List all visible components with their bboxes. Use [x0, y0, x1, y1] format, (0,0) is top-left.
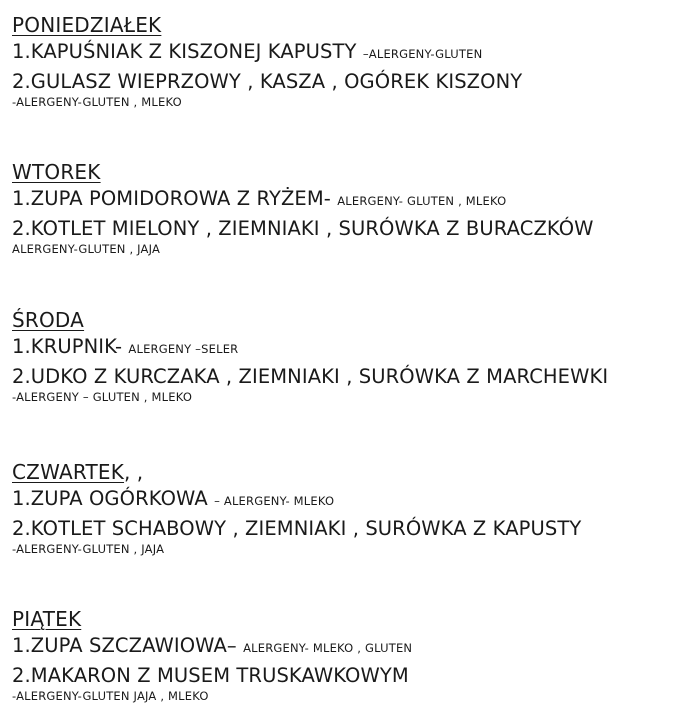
- dish-1: [12, 335, 668, 361]
- dish-2: [12, 664, 668, 687]
- dish-2: [12, 365, 668, 388]
- day-thursday: [12, 461, 668, 557]
- dish-1-name: 1.KAPUŚNIAK Z KISZONEJ KAPUSTY: [12, 40, 363, 63]
- dish-2: [12, 70, 668, 93]
- dish-2-name: 2.KOTLET SCHABOWY , ZIEMNIAKI , SURÓWKA Z KAPUSTY: [12, 517, 582, 540]
- day-header: [12, 161, 668, 183]
- dish-2-allergens: -ALERGENY – GLUTEN , MLEKO: [12, 390, 193, 404]
- day-header: [12, 608, 668, 630]
- day-title: CZWARTEK: [12, 460, 125, 484]
- dish-1-name: 1.ZUPA OGÓRKOWA: [12, 487, 215, 510]
- day-title: WTOREK: [12, 160, 101, 184]
- dish-2-name: 2.UDKO Z KURCZAKA , ZIEMNIAKI , SURÓWKA Z MARCHEWKI: [12, 365, 609, 388]
- dish-1-allergens: – ALERGENY- MLEKO: [214, 494, 335, 508]
- dish-1: [12, 40, 668, 66]
- day-wednesday: [12, 309, 668, 405]
- dish-1-name: 1.ZUPA SZCZAWIOWA–: [12, 634, 244, 657]
- dish-1-name: 1.KRUPNIK-: [12, 335, 129, 358]
- dish-2-allergens: -ALERGENY-GLUTEN , MLEKO: [12, 95, 182, 109]
- dish-1: [12, 187, 668, 213]
- day-header: [12, 14, 668, 36]
- dish-1-allergens: ALERGENY- MLEKO , GLUTEN: [243, 641, 413, 655]
- dish-2-allergens: -ALERGENY-GLUTEN , JAJA: [12, 542, 165, 556]
- dish-2-name: 2.MAKARON Z MUSEM TRUSKAWKOWYM: [12, 664, 409, 687]
- dish-2-allergens: ALERGENY-GLUTEN , JAJA: [12, 242, 161, 256]
- dish-1: [12, 487, 668, 513]
- day-header: [12, 309, 668, 331]
- day-monday: [12, 14, 668, 110]
- day-title: ŚRODA: [12, 308, 85, 332]
- dish-1-allergens: ALERGENY –SELER: [128, 342, 239, 356]
- day-title-suffix: , ,: [124, 460, 144, 484]
- dish-1: [12, 634, 668, 660]
- dish-2: [12, 517, 668, 540]
- dish-2: [12, 217, 668, 240]
- dish-2-allergens: -ALERGENY-GLUTEN JAJA , MLEKO: [12, 689, 209, 703]
- day-title: PONIEDZIAŁEK: [12, 13, 162, 37]
- dish-1-allergens: ALERGENY- GLUTEN , MLEKO: [337, 194, 507, 208]
- day-header: [12, 461, 668, 483]
- dish-1-allergens: –ALERGENY-GLUTEN: [362, 47, 483, 61]
- day-friday: [12, 608, 668, 704]
- dish-1-name: 1.ZUPA POMIDOROWA Z RYŻEM-: [12, 187, 338, 210]
- dish-2-name: 2.KOTLET MIELONY , ZIEMNIAKI , SURÓWKA Z BURACZKÓW: [12, 217, 594, 240]
- day-tuesday: [12, 161, 668, 257]
- day-title: PIĄTEK: [12, 607, 82, 631]
- dish-2-name: 2.GULASZ WIEPRZOWY , KASZA , OGÓREK KISZONY: [12, 70, 523, 93]
